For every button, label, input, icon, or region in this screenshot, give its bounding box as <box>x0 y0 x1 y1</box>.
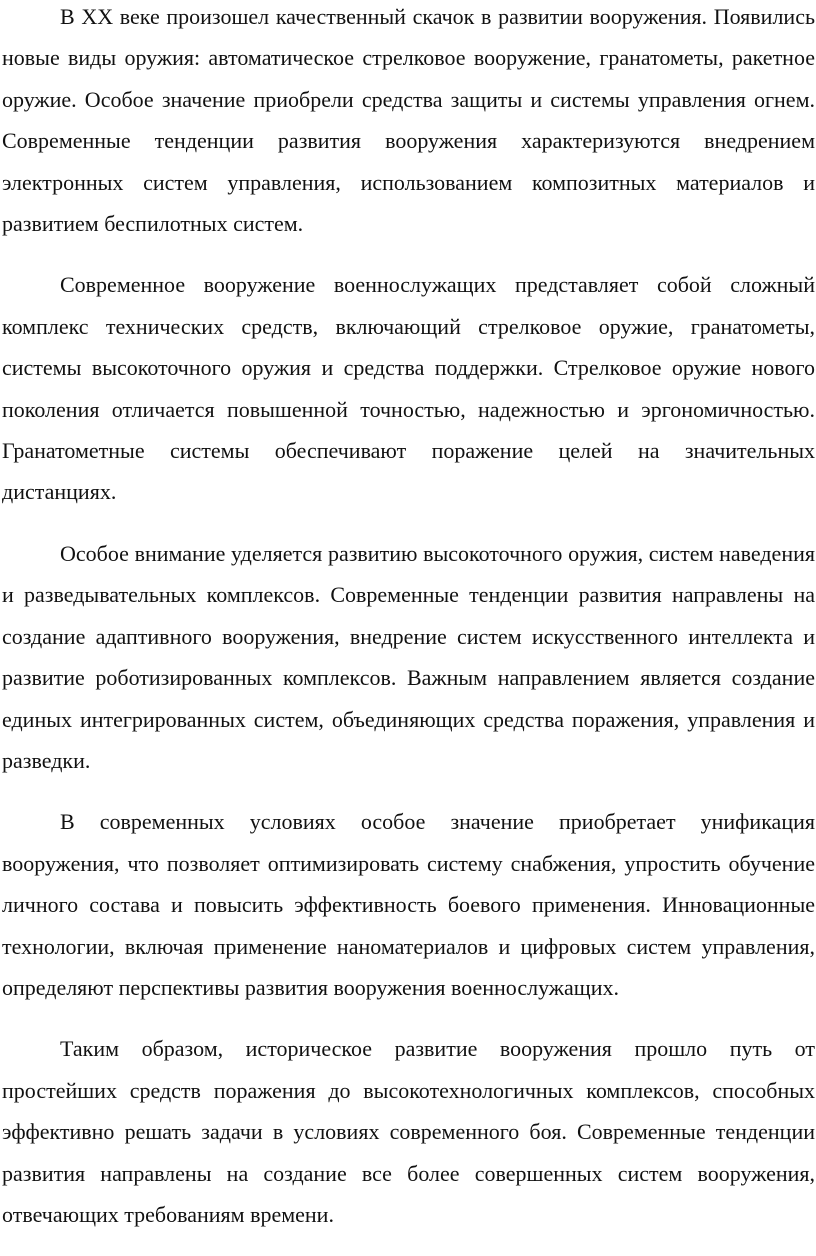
paragraph-3: Особое внимание уделяется развитию высокоточного оружия, систем наведения и разведывательных комплексов. Современные тенденции развития направлены на создание адаптивного вооружения, внедрение систем искусственного интеллекта и развитие роботизированных комплексов. Важным направлением является создание единых интегрированных систем, объединяющих средства поражения, управления и разведки. <box>2 540 815 773</box>
paragraph-5: Таким образом, историческое развитие вооружения прошло путь от простейших средств поражения до высокотехнологичных комплексов, способных эффективно решать задачи в условиях современного боя. Современные тенденции развития направлены на создание все более совершенных систем вооружения, отвечающих требованиям времени. <box>2 1036 815 1227</box>
paragraph-4: В современных условиях особое значение приобретает унификация вооружения, что позволяет оптимизировать систему снабжения, упростить обучение личного состава и повысить эффективность боевого применения. Инновационные технологии, включая применение наноматериалов и цифровых систем управления, определяют перспективы развития вооружения военнослужащих. <box>2 809 815 1000</box>
paragraph-2: Современное вооружение военнослужащих представляет собой сложный комплекс технических средств, включающий стрелковое оружие, гранатометы, системы высокоточного оружия и средства поддержки. Стрелковое оружие нового поколения отличается повышенной точностью, надежностью и эргономичностью. Гранатометные системы обеспечивают поражение целей на значительных дистанциях. <box>2 272 815 505</box>
paragraph-1: В XX веке произошел качественный скачок в развитии вооружения. Появились новые виды оружия: автоматическое стрелковое вооружение, гранатометы, ракетное оружие. Особое значение приобрели средства защиты и системы управления огнем. Современные тенденции развития вооружения характеризуются внедрением электронных систем управления, использованием композитных материалов и развитием беспилотных систем. <box>2 4 815 237</box>
